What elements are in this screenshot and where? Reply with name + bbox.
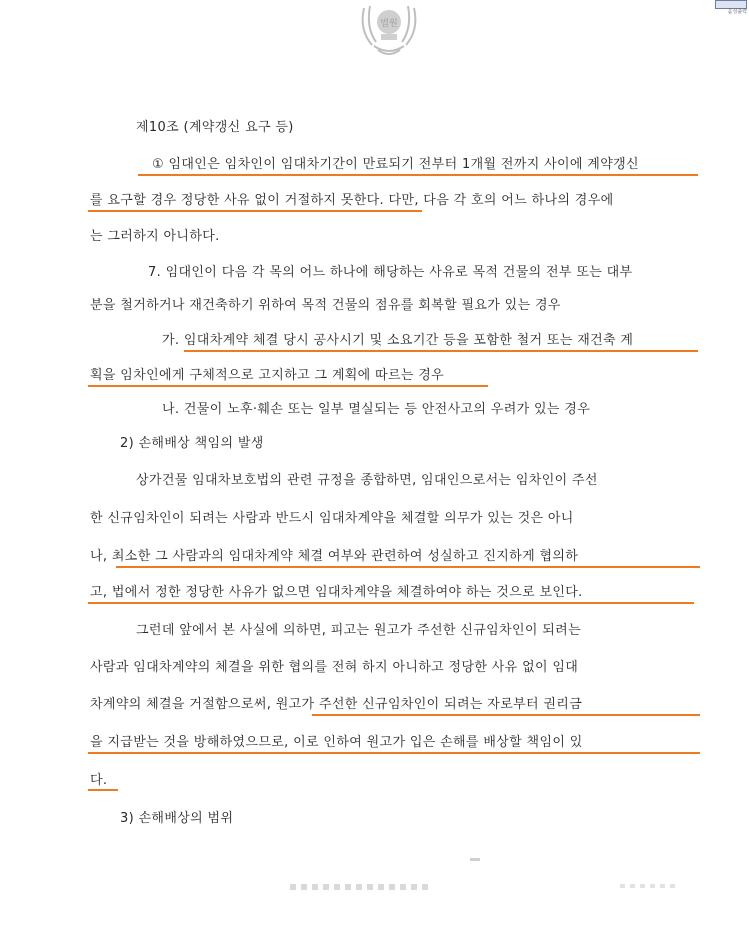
underline-3 — [184, 350, 698, 352]
faded-text-traces-2 — [470, 858, 480, 861]
faded-text-traces-3 — [620, 884, 680, 888]
para-2-line-4: 고, 법에서 정한 정당한 사유가 없으면 임대차계약을 체결하여야 하는 것으로 보인다. — [90, 585, 583, 600]
underline-6 — [88, 602, 694, 604]
court-seal-icon — [354, 0, 424, 60]
clause-1-line-2-highlighted: 를 요구할 경우 정당한 사유 없이 거절하지 못한다. — [90, 193, 385, 208]
para-3-line-3-highlighted: 원고가 주선한 신규임차인이 되려는 자로부터 권리금 — [275, 697, 583, 712]
clause-1-line-2-rest: 다만, 다음 각 호의 어느 하나의 경우에 — [384, 193, 614, 208]
underline-2 — [88, 210, 422, 212]
para-2-line-3 — [90, 549, 578, 565]
para-3-line-3 — [90, 697, 582, 713]
subitem-ga-line-2: 획을 임차인에게 구체적으로 고지하고 그 계획에 따르는 경우 — [90, 368, 445, 383]
para-3-line-1: 그런데 앞에서 본 사실에 의하면, 피고는 원고가 주선한 신규임차인이 되려는 — [136, 623, 581, 638]
faded-text-traces — [290, 884, 430, 890]
underline-5 — [116, 566, 700, 568]
para-2-line-3-highlighted: 최소한 그 사람과의 임대차계약 체결 여부와 관련하여 성실하고 진지하게 협의하 — [111, 549, 579, 564]
subitem-ga-line-1 — [162, 333, 633, 349]
para-3-line-2: 사람과 임대차계약의 체결을 위한 협의를 전혀 하지 아니하고 정당한 사유 없이 임대 — [90, 660, 579, 675]
underline-7 — [312, 714, 700, 716]
item-7-line-2: 분을 철거하거나 재건축하기 위하여 목적 건물의 점유를 회복할 필요가 있는 경우 — [90, 298, 561, 313]
section-3-heading: 3) 손해배상의 범위 — [120, 811, 234, 826]
item-7-line-1: 7. 임대인이 다음 각 목의 어느 하나에 해당하는 사유로 목적 건물의 전부 또는 대부 — [148, 265, 633, 280]
article-heading: 제10조 (계약갱신 요구 등) — [136, 120, 294, 135]
para-3-line-3-lead: 차계약의 체결을 거절함으로써, — [90, 697, 276, 712]
output-stamp — [713, 0, 747, 16]
underline-9 — [88, 789, 118, 791]
para-2-line-3-lead: 나, — [90, 549, 112, 564]
clause-1-line-3: 는 그러하지 아니하다. — [90, 229, 220, 244]
para-3-line-4: 을 지급받는 것을 방해하였으므로, 이로 인하여 원고가 입은 손해를 배상할 책임이 있 — [90, 735, 583, 750]
clause-1-line-2 — [90, 193, 614, 209]
seal-text: 법원 — [380, 19, 398, 29]
clause-1-line-1: ① 임대인은 임차인이 임대차기간이 만료되기 전부터 1개월 전까지 사이에 계약갱신 — [152, 157, 639, 172]
stamp-label: 음성출력 — [727, 9, 747, 15]
para-3-line-5: 다. — [90, 773, 108, 788]
subitem-ga-highlighted: 임대차계약 체결 당시 공사시기 및 소요기간 등을 포함한 철거 또는 재건축 계 — [183, 333, 634, 348]
underline-4 — [88, 385, 488, 387]
para-2-line-2: 한 신규임차인이 되려는 사람과 반드시 임대차계약을 체결할 의무가 있는 것은 아니 — [90, 511, 574, 526]
underline-1 — [138, 174, 698, 176]
section-2-heading: 2) 손해배상 책임의 발생 — [120, 436, 264, 451]
para-2-line-1: 상가건물 임대차보호법의 관련 규정을 종합하면, 임대인으로서는 임차인이 주선 — [136, 473, 598, 488]
underline-8 — [88, 752, 700, 754]
subitem-na-line: 나. 건물이 노후·훼손 또는 일부 멸실되는 등 안전사고의 우려가 있는 경우 — [162, 402, 591, 417]
subitem-ga-marker: 가. — [162, 333, 184, 348]
